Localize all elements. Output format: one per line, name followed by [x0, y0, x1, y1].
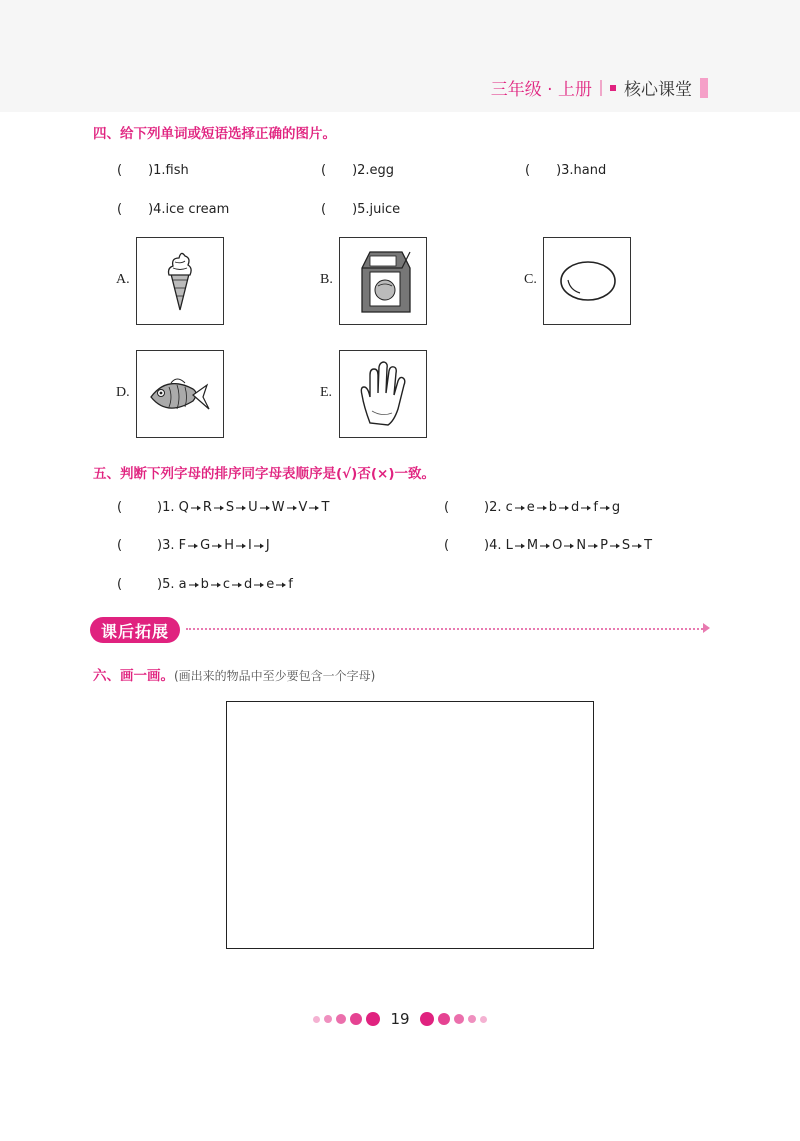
letter: L: [505, 538, 513, 553]
letter: J: [265, 538, 270, 553]
arrow-right-icon: [236, 505, 246, 511]
s4-item-4: ( )4.ice cream: [117, 202, 230, 217]
grade-label: 三年级 · 上册: [490, 80, 592, 100]
juice-carton-icon: [340, 238, 426, 324]
arrow-right-icon: [540, 543, 550, 549]
letter: Q: [178, 500, 189, 515]
letter-chain: [179, 577, 293, 592]
letter: g: [611, 500, 621, 515]
arrow-right-icon: [214, 505, 224, 511]
answer-blank[interactable]: (: [444, 538, 450, 553]
section5-title: 五、判断下列字母的排序同字母表顺序是(√)否(×)一致。: [93, 466, 435, 482]
pager-dot-icon: [313, 1016, 320, 1023]
arrow-right-icon: [260, 505, 270, 511]
letter: b: [548, 500, 558, 515]
s5-item-4: [444, 538, 652, 553]
s5-item-3: [117, 538, 270, 553]
letter-chain: [179, 538, 270, 553]
section4-title: 四、给下列单词或短语选择正确的图片。: [93, 126, 336, 142]
letter-chain: [179, 500, 330, 515]
option-e-label: E.: [320, 385, 333, 400]
arrow-right-icon: [515, 505, 525, 511]
arrow-right-icon: [588, 543, 598, 549]
arrow-right-icon: [189, 582, 199, 588]
letter: f: [288, 577, 293, 592]
pager-dot-icon: [438, 1013, 450, 1025]
option-b-picture: [339, 237, 427, 325]
letter: T: [644, 538, 653, 553]
s5-num-5: )5.: [157, 577, 175, 592]
option-a-label: A.: [116, 272, 130, 287]
arrow-right-icon: [211, 582, 221, 588]
arrow-right-icon: [254, 582, 264, 588]
letter: R: [202, 500, 212, 515]
option-b-label: B.: [320, 272, 333, 287]
hand-icon: [340, 351, 426, 437]
letter: S: [225, 500, 235, 515]
letter: M: [526, 538, 539, 553]
letter: P: [600, 538, 608, 553]
arrow-right-icon: [287, 505, 297, 511]
option-c-label: C.: [524, 272, 537, 287]
letter-chain: [506, 500, 621, 515]
letter: e: [266, 577, 275, 592]
arrow-right-icon: [610, 543, 620, 549]
s5-item-5: [117, 577, 293, 592]
letter: O: [552, 538, 563, 553]
s5-num-4: )4.: [484, 538, 502, 553]
arrow-right-icon: [309, 505, 319, 511]
option-d-label: D.: [116, 385, 130, 400]
pager-dot-icon: [324, 1015, 332, 1023]
section6-title: [93, 664, 375, 684]
pager-dot-icon: [366, 1012, 380, 1026]
answer-blank[interactable]: (: [117, 577, 123, 592]
pager-dot-icon: [336, 1014, 346, 1024]
arrow-right-icon: [236, 543, 246, 549]
letter: b: [200, 577, 209, 592]
arrow-right-icon: [559, 505, 569, 511]
letter: e: [526, 500, 535, 515]
s5-item-1: [117, 500, 329, 515]
pager-dot-icon: [454, 1014, 464, 1024]
egg-icon: [544, 238, 630, 324]
fish-icon: [137, 351, 223, 437]
letter: f: [593, 500, 598, 515]
letter: U: [248, 500, 258, 515]
letter: I: [247, 538, 252, 553]
letter: a: [178, 577, 187, 592]
page-header: [491, 75, 708, 100]
pager-dot-icon: [420, 1012, 434, 1026]
letter: T: [321, 500, 330, 515]
page-footer: [0, 1010, 800, 1028]
section6-heading: 六、画一画。: [93, 668, 174, 684]
letter: d: [244, 577, 253, 592]
option-e-picture: [339, 350, 427, 438]
letter: F: [178, 538, 187, 553]
header-divider: [600, 80, 602, 96]
s4-item-3: ( )3.hand: [525, 163, 607, 178]
option-c-picture: [543, 237, 631, 325]
letter: c: [222, 577, 231, 592]
header-title: 核心课堂: [624, 80, 692, 100]
s5-num-2: )2.: [484, 500, 502, 515]
letter-chain: [506, 538, 653, 553]
pager-dot-icon: [468, 1015, 476, 1023]
s5-num-1: )1.: [157, 500, 175, 515]
ice-cream-icon: [137, 238, 223, 324]
s5-num-3: )3.: [157, 538, 175, 553]
arrow-right-icon: [515, 543, 525, 549]
extension-badge: 课后拓展: [90, 617, 180, 643]
s5-item-2: [444, 500, 620, 515]
section6-note: (画出来的物品中至少要包含一个字母): [174, 669, 376, 683]
arrow-right-icon: [276, 582, 286, 588]
option-a-picture: [136, 237, 224, 325]
extension-divider: [186, 628, 706, 630]
answer-blank[interactable]: (: [444, 500, 450, 515]
header-bar-icon: [700, 78, 708, 98]
page-number: 19: [390, 1010, 410, 1028]
arrow-right-icon: [600, 505, 610, 511]
letter: c: [505, 500, 513, 515]
answer-blank[interactable]: (: [117, 538, 123, 553]
arrow-right-icon: [537, 505, 547, 511]
pager-dot-icon: [350, 1013, 362, 1025]
arrow-right-icon: [232, 582, 242, 588]
s4-item-1: ( )1.fish: [117, 163, 189, 178]
header-square-icon: [610, 85, 616, 91]
pager-dot-icon: [480, 1016, 487, 1023]
arrow-right-icon: [188, 543, 198, 549]
divider-arrow-icon: [703, 623, 710, 633]
letter: S: [621, 538, 631, 553]
arrow-right-icon: [564, 543, 574, 549]
option-d-picture: [136, 350, 224, 438]
letter: V: [298, 500, 308, 515]
letter: N: [576, 538, 587, 553]
drawing-area[interactable]: [226, 701, 594, 949]
arrow-right-icon: [581, 505, 591, 511]
arrow-right-icon: [632, 543, 642, 549]
s4-item-2: ( )2.egg: [321, 163, 395, 178]
letter: d: [571, 500, 580, 515]
arrow-right-icon: [254, 543, 264, 549]
letter: W: [271, 500, 285, 515]
answer-blank[interactable]: (: [117, 500, 123, 515]
letter: H: [224, 538, 234, 553]
arrow-right-icon: [212, 543, 222, 549]
arrow-right-icon: [191, 505, 201, 511]
letter: G: [200, 538, 211, 553]
s4-item-5: ( )5.juice: [321, 202, 401, 217]
